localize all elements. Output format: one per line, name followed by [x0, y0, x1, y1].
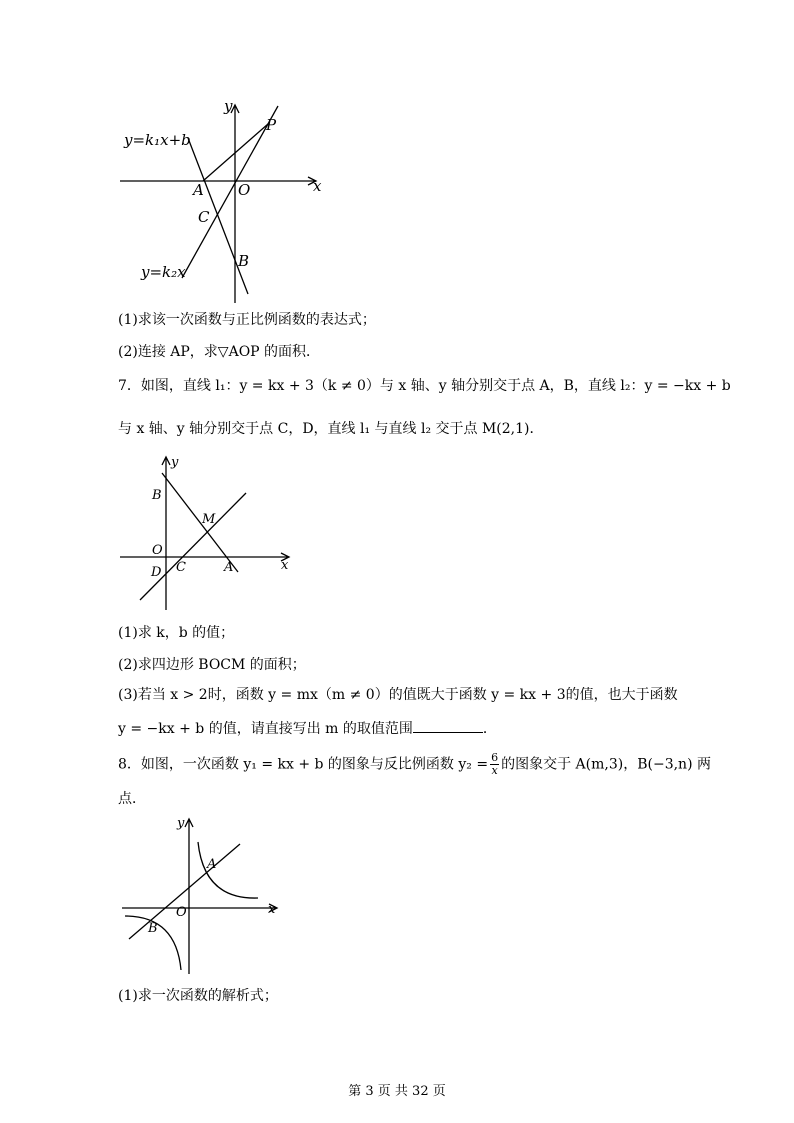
- q6-part2: (2)连接 AP，求▽AOP 的面积．: [118, 344, 321, 360]
- axis-x-label: x: [281, 558, 289, 573]
- q8-part1: (1)求一次函数的解析式；: [118, 988, 278, 1004]
- point-B: B: [152, 488, 162, 503]
- q7-stem-line2: 与 x 轴、y 轴分别交于点 C，D，直线 l₁ 与直线 l₂ 交于点 M(2,1)．: [118, 421, 544, 437]
- axis-x-label: x: [313, 177, 322, 195]
- q6-part1: (1)求该一次函数与正比例函数的表达式；: [118, 312, 376, 328]
- q8-stem-b: 的图象交于 A(m,3)，B(−3,n) 两: [501, 756, 711, 773]
- point-A: A: [193, 181, 204, 199]
- axis-y-label: y: [224, 97, 233, 115]
- point-O: O: [238, 181, 251, 199]
- point-A: A: [207, 857, 217, 872]
- q7-stem-line1: 7．如图，直线 l₁：y = kx + 3（k ≠ 0）与 x 轴、y 轴分别交于点 A，B，直线 l₂：y = −kx + b: [118, 378, 731, 394]
- q7-part2: (2)求四边形 BOCM 的面积；: [118, 657, 306, 673]
- axis-y-label: y: [171, 455, 179, 470]
- q8-stem-a: 8．如图，一次函数 y₁ = kx + b 的图象与反比例函数 y₂ =: [118, 756, 489, 773]
- q7-part3-end: ．: [482, 721, 497, 737]
- axis-x-label: x: [268, 902, 276, 917]
- q7-part3-text: y = −kx + b 的值，请直接写出 m 的取值范围: [118, 721, 413, 737]
- point-O: O: [152, 543, 163, 558]
- line2-label: y=k₂x: [141, 263, 186, 281]
- point-C: C: [198, 208, 210, 226]
- page-footer: 第 3 页 共 32 页: [348, 1084, 446, 1099]
- point-B: B: [148, 921, 158, 936]
- point-C: C: [176, 560, 186, 575]
- line1-label: y=k₁x+b: [124, 131, 191, 149]
- point-B: B: [238, 252, 250, 270]
- point-P: P: [266, 116, 277, 134]
- q7-part1: (1)求 k，b 的值；: [118, 625, 235, 641]
- axis-y-label: y: [177, 816, 185, 831]
- point-D: D: [151, 565, 162, 580]
- point-O: O: [176, 905, 187, 920]
- point-A: A: [224, 560, 234, 575]
- q8-stem-line2: 点．: [118, 791, 146, 807]
- fraction-denominator: x: [491, 764, 498, 777]
- point-M: M: [202, 512, 216, 527]
- line-y1: [129, 844, 240, 939]
- fraction-numerator: 6: [491, 751, 499, 764]
- q7-part3-line1: (3)若当 x > 2时，函数 y = mx（m ≠ 0）的值既大于函数 y = kx + 3的值，也大于函数: [118, 687, 678, 703]
